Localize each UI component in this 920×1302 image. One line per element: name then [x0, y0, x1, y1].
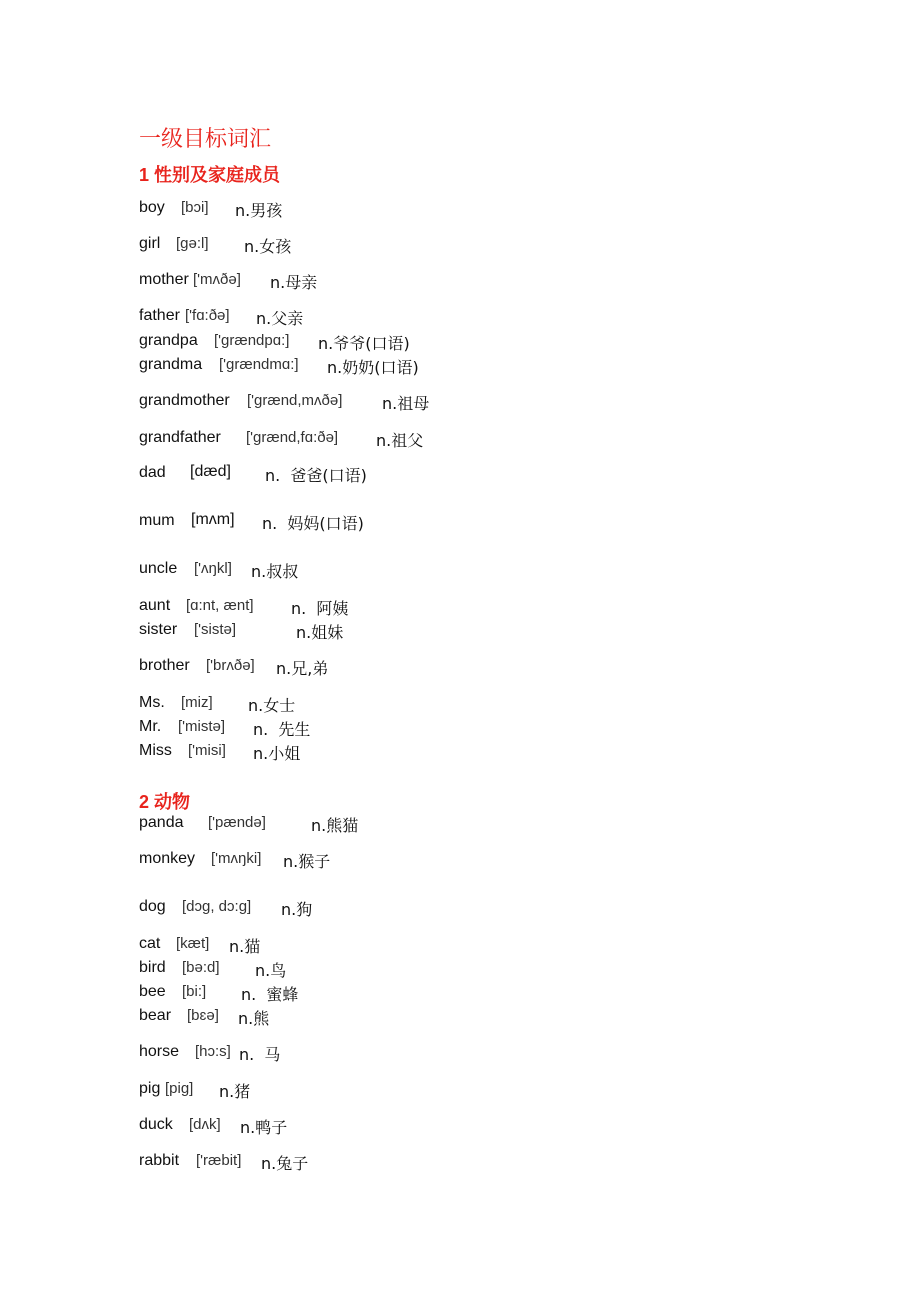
word: dog: [139, 898, 166, 915]
word: duck: [139, 1116, 173, 1133]
meaning: n. 阿姨: [291, 599, 349, 618]
word: mum: [139, 512, 175, 529]
phonetic: ['pændə]: [208, 814, 266, 831]
meaning: n.兄,弟: [276, 659, 329, 678]
phonetic: [miz]: [181, 694, 213, 711]
meaning: n.熊猫: [311, 816, 359, 835]
meaning: n.祖父: [376, 431, 424, 450]
phonetic: [dʌk]: [189, 1116, 221, 1133]
word: monkey: [139, 850, 196, 867]
phonetic: ['ɡrændpɑ:]: [214, 332, 290, 349]
phonetic: ['misi]: [188, 742, 226, 759]
meaning: n.爷爷(口语): [318, 334, 410, 353]
phonetic: ['ræbit]: [196, 1152, 242, 1169]
word: rabbit: [139, 1152, 180, 1169]
word: grandmother: [139, 392, 230, 409]
word: bee: [139, 983, 166, 1000]
word: horse: [139, 1043, 180, 1060]
phonetic: [ɑ:nt, ænt]: [186, 597, 254, 614]
phonetic: [bɔi]: [181, 199, 209, 216]
phonetic: ['ʌŋkl]: [194, 560, 232, 577]
meaning: n. 妈妈(口语): [262, 514, 364, 533]
word: dad: [139, 464, 166, 481]
phonetic: ['mistə]: [178, 718, 226, 735]
meaning: n.姐妹: [296, 623, 344, 642]
phonetic: ['sistə]: [194, 621, 237, 638]
meaning: n. 蜜蜂: [241, 985, 299, 1004]
meaning: n.祖母: [382, 394, 430, 413]
word: pig: [139, 1080, 161, 1097]
phonetic: ['brʌðə]: [206, 657, 255, 674]
phonetic: [dɔɡ, dɔ:ɡ]: [182, 898, 252, 915]
word: Miss: [139, 742, 172, 759]
meaning: n.父亲: [256, 309, 304, 328]
meaning: n.女士: [248, 696, 296, 715]
word: Mr.: [139, 718, 162, 735]
meaning: n.猪: [219, 1082, 251, 1101]
meaning: n.女孩: [244, 237, 292, 256]
word: sister: [139, 621, 178, 638]
phonetic: ['mʌŋki]: [211, 850, 262, 867]
phonetic: [bə:d]: [182, 959, 220, 976]
word: grandfather: [139, 429, 221, 446]
phonetic: ['ɡrænd,fɑ:ðə]: [246, 429, 339, 446]
phonetic: [ɡə:l]: [176, 235, 209, 252]
word: Ms.: [139, 694, 165, 711]
phonetic: [hɔ:s]: [195, 1043, 231, 1060]
word: brother: [139, 657, 190, 674]
word: father: [139, 307, 180, 324]
word: bird: [139, 959, 166, 976]
meaning: n.小姐: [253, 744, 301, 763]
phonetic: [bi:]: [182, 983, 207, 1000]
word: girl: [139, 235, 161, 252]
meaning: n. 爸爸(口语): [265, 466, 367, 485]
section-heading-animals: 2 动物: [139, 792, 191, 812]
page-title: 一级目标词汇: [139, 126, 272, 151]
meaning: n.狗: [281, 900, 313, 919]
phonetic: [mʌm]: [191, 511, 235, 528]
word: grandma: [139, 356, 203, 373]
meaning: n.鸟: [255, 961, 287, 980]
phonetic: ['ɡrændmɑ:]: [219, 356, 299, 373]
word: bear: [139, 1007, 172, 1024]
meaning: n.男孩: [235, 201, 283, 220]
meaning: n. 先生: [253, 720, 311, 739]
phonetic: ['ɡrænd,mʌðə]: [247, 392, 343, 409]
meaning: n.鸭子: [240, 1118, 288, 1137]
phonetic: ['fɑ:ðə]: [185, 307, 230, 324]
word: aunt: [139, 597, 171, 614]
phonetic: [kæt]: [176, 935, 210, 952]
meaning: n. 马: [239, 1045, 281, 1064]
word: panda: [139, 814, 184, 831]
phonetic: [bɛə]: [187, 1007, 219, 1024]
meaning: n.兔子: [261, 1154, 309, 1173]
phonetic: [dæd]: [190, 463, 231, 480]
meaning: n.熊: [238, 1009, 270, 1028]
meaning: n.奶奶(口语): [327, 358, 419, 377]
word: uncle: [139, 560, 178, 577]
meaning: n.母亲: [270, 273, 318, 292]
phonetic: [piɡ]: [165, 1080, 194, 1097]
word: grandpa: [139, 332, 198, 349]
meaning: n.猫: [229, 937, 261, 956]
section-heading-family: 1 性别及家庭成员: [139, 165, 281, 185]
word: mother: [139, 271, 189, 288]
word: cat: [139, 935, 161, 952]
phonetic: ['mʌðə]: [193, 271, 241, 288]
meaning: n.叔叔: [251, 562, 299, 581]
word: boy: [139, 199, 165, 216]
meaning: n.猴子: [283, 852, 331, 871]
